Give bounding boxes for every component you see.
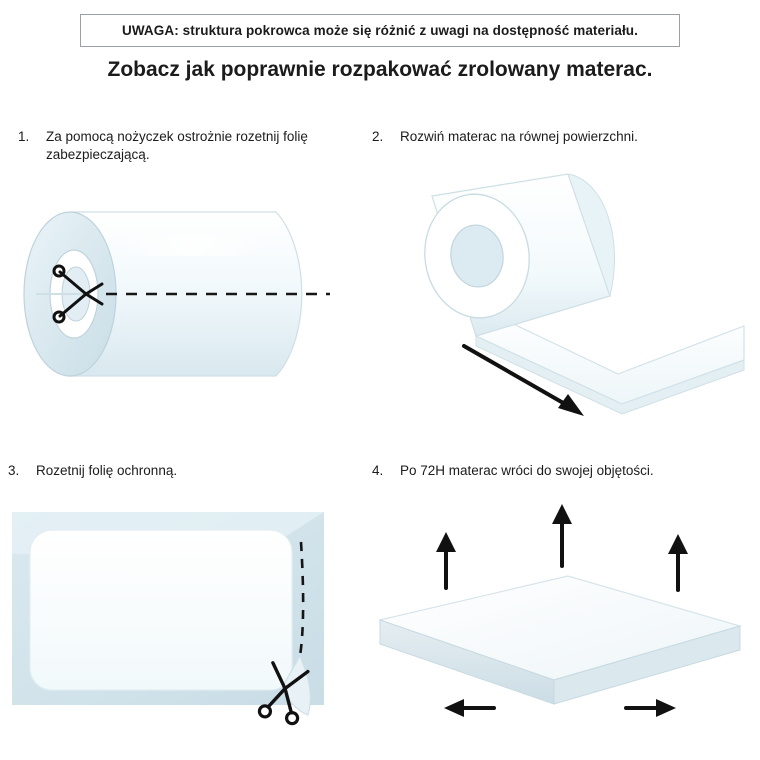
step-3-caption xyxy=(8,462,348,480)
step-2-caption xyxy=(372,128,742,146)
step-3-text: Rozetnij folię ochronną. xyxy=(36,463,178,478)
unrolling-mattress-graphic xyxy=(372,146,752,446)
notice-text: UWAGA: struktura pokrowca może się różnić z uwagi na dostępność materiału. xyxy=(121,23,638,38)
rolled-mattress-graphic xyxy=(18,164,348,394)
wrapped-mattress-graphic xyxy=(8,480,358,745)
step-1-text: Za pomocą nożyczek ostrożnie rozetnij folię zabezpieczającą. xyxy=(46,129,308,163)
page-title: Zobacz jak poprawnie rozpakować zrolowany materac. xyxy=(107,58,653,81)
step-2-number: 2. xyxy=(372,129,384,144)
step-4-text: Po 72H materac wróci do swojej objętości. xyxy=(400,463,654,478)
step-2 xyxy=(372,128,742,446)
step-4-caption xyxy=(372,462,742,480)
step-4-number: 4. xyxy=(372,463,384,478)
step-1 xyxy=(18,128,358,394)
step-1-caption xyxy=(18,128,358,164)
expanding-mattress-graphic xyxy=(372,480,742,740)
notice-banner xyxy=(80,14,680,47)
step-1-number: 1. xyxy=(18,129,30,144)
step-4-illustration xyxy=(372,480,742,740)
step-3-number: 3. xyxy=(8,463,20,478)
step-2-text: Rozwiń materac na równej powierzchni. xyxy=(400,129,638,144)
step-3 xyxy=(8,462,348,745)
step-1-illustration xyxy=(18,164,358,394)
step-2-illustration xyxy=(372,146,742,446)
step-3-illustration xyxy=(8,480,348,745)
step-4 xyxy=(372,462,742,740)
